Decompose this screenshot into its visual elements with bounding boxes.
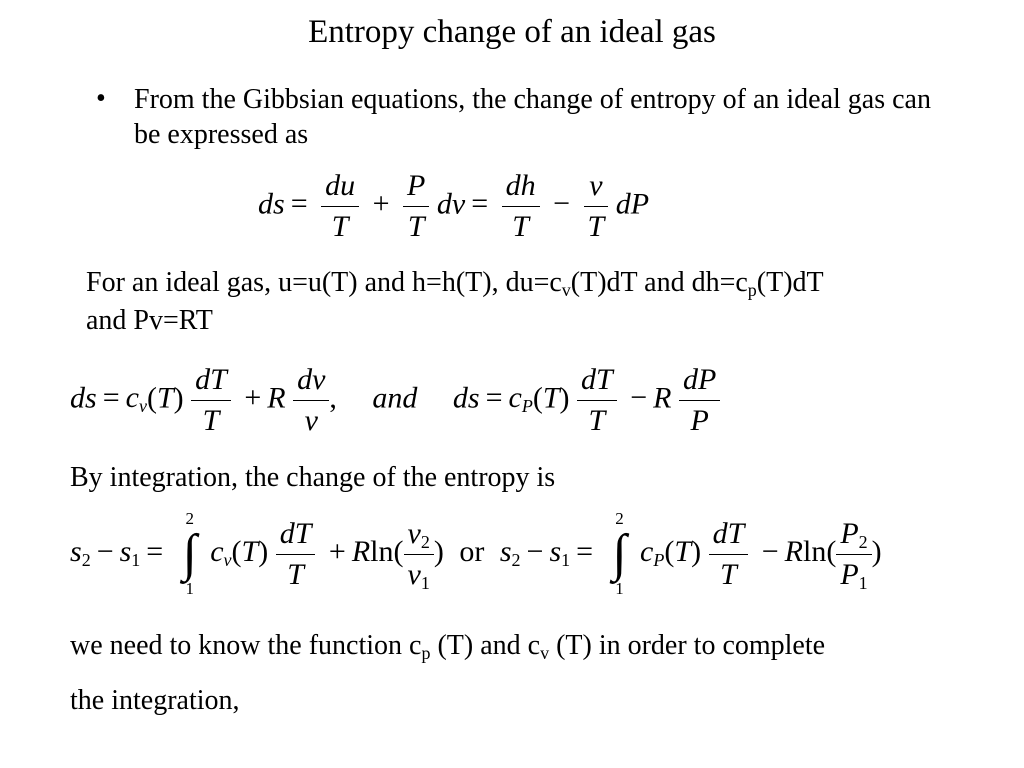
bullet-marker: • bbox=[96, 83, 106, 114]
equation-gibbs: ds = $\frac{du}{T}$ + $\frac{P}{T}$ dv = $\frac{dh}{T}$ − $\frac{v}{T}$ dP bbox=[258, 166, 649, 247]
bullet-text: From the Gibbsian equations, the change of entropy of an ideal gas can be expressed as bbox=[134, 84, 931, 150]
integral-sign: 2 ∫ 1 bbox=[612, 509, 627, 598]
integration-intro: By integration, the change of the entropy is bbox=[70, 462, 556, 493]
cp-cv-note-end: the integration, bbox=[70, 685, 240, 716]
cp-cv-note: we need to know the function $c_p$ (T) and $c_v$ (T) in order to complete bbox=[70, 630, 826, 663]
ideal-gas-law-line: and Pv=RT bbox=[86, 305, 213, 336]
integral-sign: 2 ∫ 1 bbox=[182, 509, 197, 598]
equation-entropy-integral: $s_2 - s_1$ = 2 ∫ 1 $c_v(T)$ $\frac{dT}{T}$ + Rln( $\frac{v_2}{v_1}$ ) or $s_2 - s_1$ = 2 ∫ 1 $c_P(T)$ $\frac{dT}{T}$ − Rln( $\frac{P_2}{P_1}$ ) bbox=[70, 509, 882, 598]
ideal-gas-relations: For an ideal gas, u=u(T) and h=h(T), $du=c_v(T)dT$ and $dh=c_p(T)dT$ bbox=[86, 267, 824, 300]
equation-ds-forms: ds = $c_v(T)$ $\frac{dT}{T}$ + R $\frac{dv}{v}$ , and ds = $c_P(T)$ $\frac{dT}{T}$ − R $\frac{dP}{P}$ bbox=[70, 360, 720, 441]
slide-title: Entropy change of an ideal gas bbox=[308, 14, 716, 50]
